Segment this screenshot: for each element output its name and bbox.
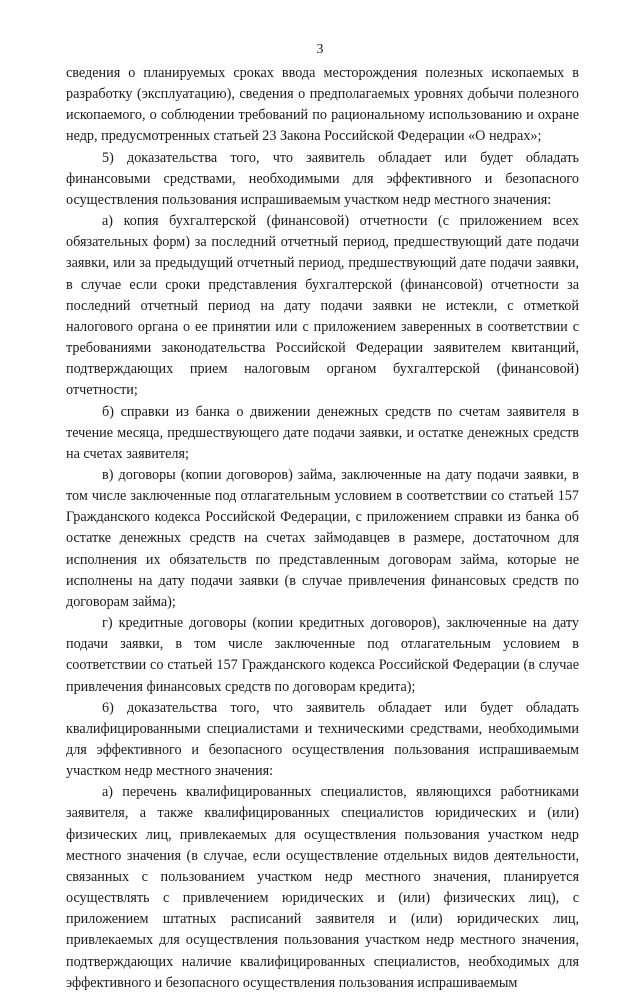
paragraph-item-5v: в) договоры (копии договоров) займа, заключенные на дату подачи заявки, в том числе заключенные под отлагательным условием в соответствии со статьей 157 Гражданского кодекса Российской Федерации, с приложением справки из банка об остатке денежных средств на счетах займодавцев в размере, достаточном для исполнения их обязательств по представленным договорам займа, которые не исполнены на дату подачи заявки (в случае привлечения финансовых средств по договорам займа); (66, 466, 579, 610)
paragraph-item-5a: а) копия бухгалтерской (финансовой) отчетности (с приложением всех обязательных форм) за последний отчетный период, предшествующий дате подачи заявки, или за предыдущий отчетный период, предшествующий дате подачи заявки, в случае если сроки представления бухгалтерской (финансовой) отчетности за последний отчетный период на дату подачи заявки не истекли, с отметкой налогового органа о ее принятии или с приложением заверенных в соответствии с требованиями законодательства Российской Федерации заявителем квитанций, подтверждающих прием налоговым органом бухгалтерской (финансовой) отчетности; (66, 213, 579, 399)
paragraph-item-5: 5) доказательства того, что заявитель обладает или будет обладать финансовыми средствами, необходимыми для эффективного и безопасного осуществления пользования испрашиваемым участком недр местного значения: (66, 149, 579, 208)
document-body (66, 63, 579, 994)
paragraph-item-6a: а) перечень квалифицированных специалистов, являющихся работниками заявителя, а также квалифицированных специалистов юридических и (или) физических лиц, привлекаемых для осуществления пользования участком недр местного значения (в случае, если осуществление отдельных видов деятельности, связанных с пользованием участком недр местного значения, планируется осуществлять с привлечением юридических и (или) физических лиц), с приложением штатных расписаний заявителя и (или) юридических лиц, привлекаемых для осуществления пользования участком недр местного значения, подтверждающих наличие квалифицированных специалистов, необходимых для эффективного и безопасного осуществления пользования испрашиваемым (66, 784, 579, 991)
page-number: 3 (316, 42, 324, 57)
paragraph-continuation: сведения о планируемых сроках ввода месторождения полезных ископаемых в разработку (эксплуатацию), сведения о предполагаемых уровнях добычи полезного ископаемого, о соблюдении требований по рациональному использованию и охране недр, предусмотренных статьей 23 Закона Российской Федерации «О недрах»; (66, 65, 579, 145)
paragraph-item-5g: г) кредитные договоры (копии кредитных договоров), заключенные на дату подачи заявки, в том числе заключенные под отлагательным условием в соответствии со статьей 157 Гражданского кодекса Российской Федерации (в случае привлечения финансовых средств по договорам кредита); (66, 615, 579, 695)
paragraph-item-5b: б) справки из банка о движении денежных средств по счетам заявителя в течение месяца, предшествующего дате подачи заявки, и остатке денежных средств на счетах заявителя; (66, 403, 579, 462)
paragraph-item-6: 6) доказательства того, что заявитель обладает или будет обладать квалифицированными специалистами и техническими средствами, необходимыми для эффективного и безопасного осуществления пользования испрашиваемым участком недр местного значения: (66, 699, 579, 780)
